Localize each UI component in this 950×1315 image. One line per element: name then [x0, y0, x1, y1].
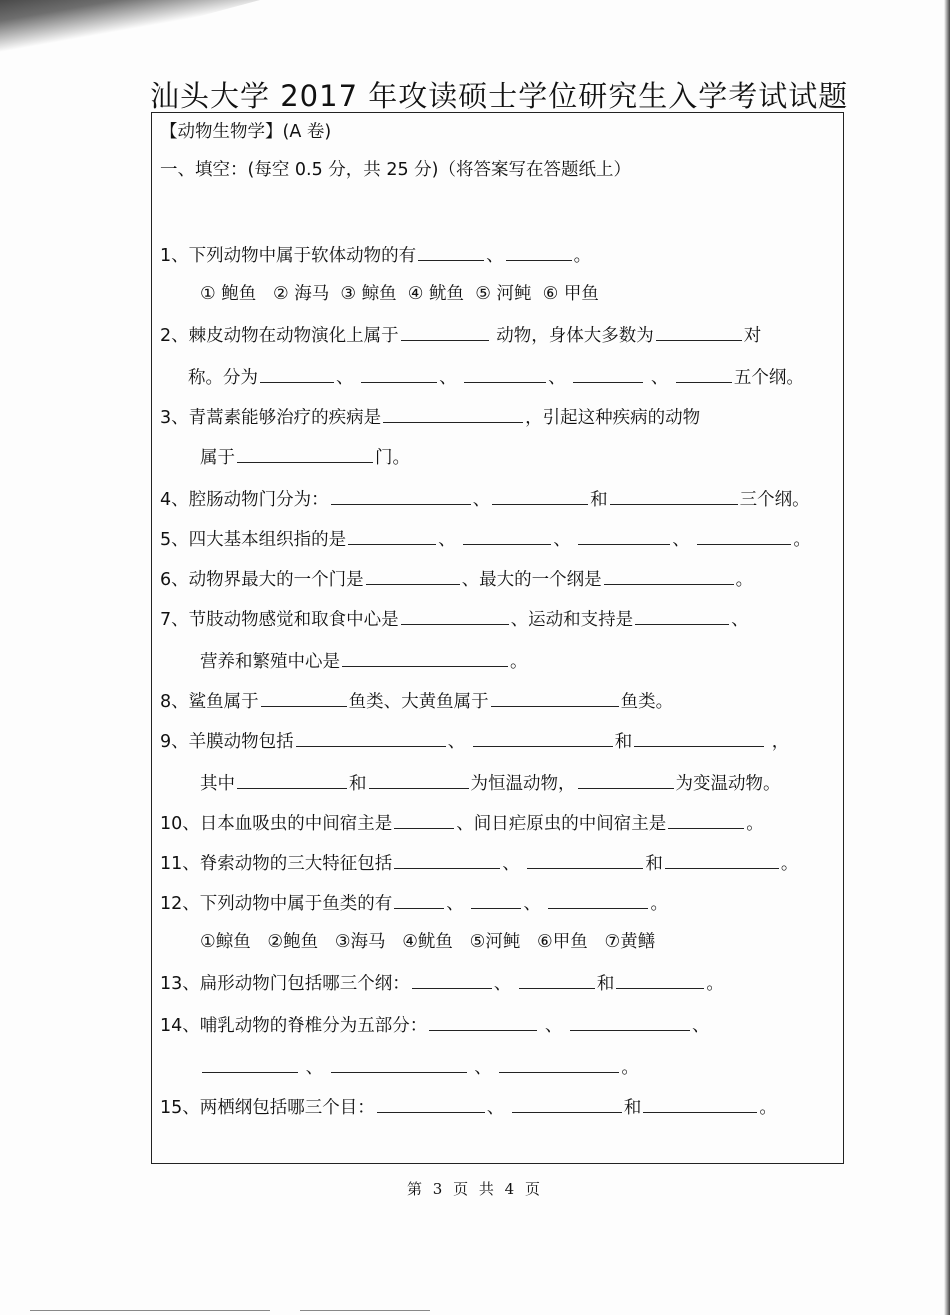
answer-blank[interactable] — [676, 364, 732, 383]
answer-blank[interactable] — [348, 526, 436, 545]
answer-blank[interactable] — [697, 526, 791, 545]
question-12: 12、下列动物中属于鱼类的有 、 、 。 — [160, 890, 668, 916]
answer-blank[interactable] — [394, 850, 500, 869]
answer-blank[interactable] — [401, 606, 509, 625]
answer-blank[interactable] — [573, 364, 643, 383]
question-6: 6、动物界最大的一个门是 、最大的一个纲是 。 — [160, 566, 753, 592]
question-5: 5、四大基本组织指的是 、 、 、 。 — [160, 526, 811, 552]
answer-blank[interactable] — [237, 444, 373, 463]
question-9: 9、羊膜动物包括 、 和 ， — [160, 728, 789, 754]
question-box — [151, 112, 844, 1164]
question-8: 8、鲨鱼属于 鱼类、大黄鱼属于 鱼类。 — [160, 688, 673, 714]
question-3: 3、青蒿素能够治疗的疾病是 ，引起这种疾病的动物 — [160, 404, 700, 430]
question-11: 11、脊索动物的三大特征包括 、 和 。 — [160, 850, 798, 876]
answer-blank[interactable] — [610, 486, 738, 505]
answer-blank[interactable] — [331, 1054, 467, 1073]
answer-blank[interactable] — [464, 364, 546, 383]
question-7: 7、节肢动物感觉和取食中心是 、运动和支持是 、 — [160, 606, 749, 632]
question-9-cont: 其中 和 为恒温动物， 为变温动物。 — [200, 770, 781, 796]
question-15: 15、两栖纲包括哪三个目： 、 和 。 — [160, 1094, 777, 1120]
answer-blank[interactable] — [665, 850, 779, 869]
answer-blank[interactable] — [616, 970, 704, 989]
answer-blank[interactable] — [668, 810, 744, 829]
scan-mark — [300, 1310, 430, 1311]
scan-mark — [30, 1310, 270, 1311]
answer-blank[interactable] — [499, 1054, 619, 1073]
answer-blank[interactable] — [634, 728, 764, 747]
answer-blank[interactable] — [394, 810, 454, 829]
answer-blank[interactable] — [260, 364, 334, 383]
question-10: 10、日本血吸虫的中间宿主是 、间日疟原虫的中间宿主是 。 — [160, 810, 764, 836]
answer-blank[interactable] — [519, 970, 595, 989]
scan-shadow-corner — [0, 0, 260, 70]
answer-blank[interactable] — [656, 322, 742, 341]
question-14-cont: 、 、 。 — [200, 1054, 639, 1080]
answer-blank[interactable] — [429, 1012, 537, 1031]
answer-blank[interactable] — [296, 728, 446, 747]
question-12-options: ①鲸鱼 ②鲍鱼 ③海马 ④鱿鱼 ⑤河鲀 ⑥甲鱼 ⑦黄鳝 — [200, 932, 656, 952]
answer-blank[interactable] — [377, 1094, 485, 1113]
answer-blank[interactable] — [492, 486, 588, 505]
answer-blank[interactable] — [361, 364, 437, 383]
answer-blank[interactable] — [635, 606, 729, 625]
answer-blank[interactable] — [578, 526, 670, 545]
answer-blank[interactable] — [604, 566, 734, 585]
answer-blank[interactable] — [643, 1094, 757, 1113]
answer-blank[interactable] — [473, 728, 613, 747]
section-heading: 一、填空：(每空 0.5 分，共 25 分)（将答案写在答题纸上） — [160, 160, 632, 180]
answer-blank[interactable] — [506, 242, 572, 261]
question-3-cont: 属于 门。 — [200, 444, 410, 470]
question-1-options: ① 鲍鱼 ② 海马 ③ 鲸鱼 ④ 鱿鱼 ⑤ 河鲀 ⑥ 甲鱼 — [200, 284, 599, 304]
answer-blank[interactable] — [578, 770, 674, 789]
subject-label: 【动物生物学】(A 卷) — [160, 122, 332, 142]
page-number: 第 3 页 共 4 页 — [407, 1180, 543, 1198]
answer-blank[interactable] — [491, 688, 619, 707]
answer-blank[interactable] — [366, 566, 460, 585]
answer-blank[interactable] — [527, 850, 643, 869]
question-13: 13、扁形动物门包括哪三个纲： 、 和 。 — [160, 970, 724, 996]
question-1: 1、下列动物中属于软体动物的有 、 。 — [160, 242, 591, 268]
answer-blank[interactable] — [570, 1012, 690, 1031]
answer-blank[interactable] — [548, 890, 648, 909]
answer-blank[interactable] — [202, 1054, 298, 1073]
scan-shadow-edge — [944, 0, 950, 1315]
question-14: 14、哺乳动物的脊椎分为五部分： 、 、 — [160, 1012, 709, 1038]
answer-blank[interactable] — [418, 242, 484, 261]
answer-blank[interactable] — [261, 688, 347, 707]
answer-blank[interactable] — [463, 526, 551, 545]
answer-blank[interactable] — [401, 322, 489, 341]
answer-blank[interactable] — [342, 648, 508, 667]
question-4: 4、腔肠动物门分为： 、 和 三个纲。 — [160, 486, 810, 512]
answer-blank[interactable] — [383, 404, 523, 423]
question-2-cont: 称。分为 、 、 、 、 五个纲。 — [188, 364, 804, 390]
answer-blank[interactable] — [471, 890, 521, 909]
answer-blank[interactable] — [412, 970, 492, 989]
answer-blank[interactable] — [331, 486, 471, 505]
answer-blank[interactable] — [237, 770, 347, 789]
exam-title: 汕头大学 2017 年攻读硕士学位研究生入学考试试题 — [150, 79, 849, 113]
answer-blank[interactable] — [394, 890, 444, 909]
answer-blank[interactable] — [369, 770, 469, 789]
answer-blank[interactable] — [512, 1094, 622, 1113]
question-7-cont: 营养和繁殖中心是 。 — [200, 648, 528, 674]
question-2: 2、棘皮动物在动物演化上属于 动物，身体大多数为 对 — [160, 322, 761, 348]
